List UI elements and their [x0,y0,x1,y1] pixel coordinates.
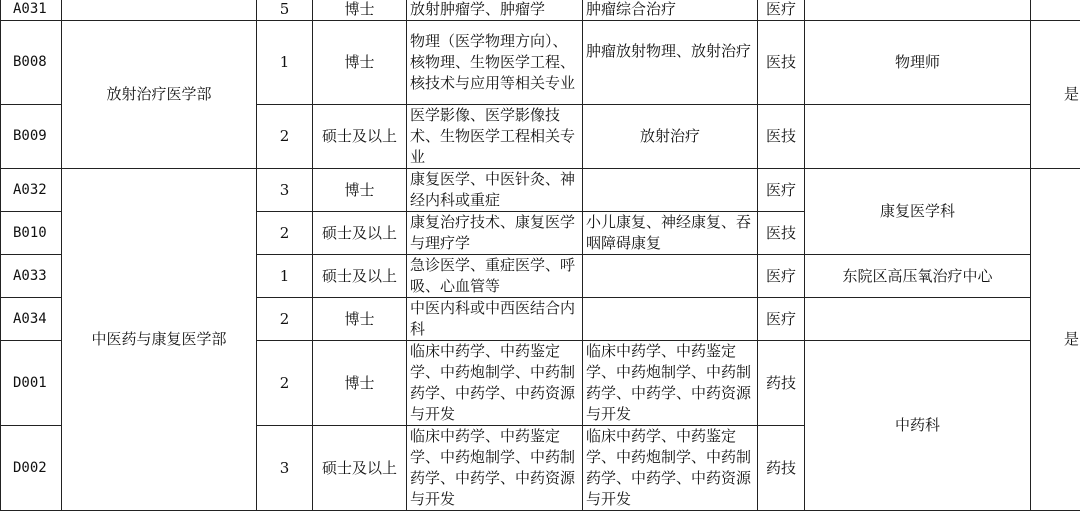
research-direction: 放射治疗 [583,105,758,169]
position-code: A031 [1,0,62,21]
degree: 博士 [313,341,407,426]
position-name: 物理师 [805,21,1031,105]
position-type: 医疗 [758,169,805,212]
research-direction: 临床中药学、中药鉴定学、中药炮制学、中药制药学、中药学、中药资源与开发 [583,426,758,511]
position-code: D002 [1,426,62,511]
department-name: 中医药与康复医学部 [62,169,257,511]
degree: 硕士及以上 [313,212,407,255]
headcount: 2 [257,105,313,169]
headcount: 3 [257,426,313,511]
position-name [805,298,1031,341]
position-type: 医技 [758,21,805,105]
headcount: 3 [257,169,313,212]
major: 康复医学、中医针灸、神经内科或重症 [407,169,583,212]
major: 医学影像、医学影像技术、生物医学工程相关专业 [407,105,583,169]
position-type: 药技 [758,426,805,511]
flag-cell [1031,0,1080,21]
major: 康复治疗技术、康复医学与理疗学 [407,212,583,255]
headcount: 2 [257,212,313,255]
department-cell [62,0,257,21]
position-type: 医技 [758,212,805,255]
research-direction [583,298,758,341]
position-code: D001 [1,341,62,426]
position-type: 医疗 [758,0,805,21]
research-direction: 肿瘤综合治疗 [583,0,758,21]
major: 急诊医学、重症医学、呼吸、心血管等 [407,255,583,298]
research-direction: 小儿康复、神经康复、吞咽障碍康复 [583,212,758,255]
degree: 硕士及以上 [313,255,407,298]
degree: 博士 [313,21,407,105]
department-name: 放射治疗医学部 [62,21,257,169]
research-direction: 肿瘤放射物理、放射治疗 [583,21,758,105]
major: 物理（医学物理方向）、核物理、生物医学工程、核技术与应用等相关专业 [407,21,583,105]
degree: 博士 [313,169,407,212]
position-type: 医疗 [758,255,805,298]
headcount: 1 [257,21,313,105]
major: 临床中药学、中药鉴定学、中药炮制学、中药制药学、中药学、中药资源与开发 [407,426,583,511]
position-name: 中药科 [805,341,1031,511]
position-name: 东院区高压氧治疗中心 [805,255,1031,298]
position-type: 医疗 [758,298,805,341]
major: 放射肿瘤学、肿瘤学 [407,0,583,21]
research-direction [583,169,758,212]
position-code: A033 [1,255,62,298]
position-code: B009 [1,105,62,169]
position-type: 医技 [758,105,805,169]
headcount: 2 [257,341,313,426]
requirement-flag: 是 [1031,21,1080,169]
headcount: 5 [257,0,313,21]
position-code: A034 [1,298,62,341]
research-direction: 临床中药学、中药鉴定学、中药炮制学、中药制药学、中药学、中药资源与开发 [583,341,758,426]
position-name [805,105,1031,169]
degree: 博士 [313,298,407,341]
requirement-flag: 是 [1031,169,1080,511]
major: 中医内科或中西医结合内科 [407,298,583,341]
headcount: 2 [257,298,313,341]
table-row [1,21,1080,105]
position-code: B008 [1,21,62,105]
research-direction [583,255,758,298]
table-row [1,0,1080,21]
position-code: B010 [1,212,62,255]
position-name [805,0,1031,21]
headcount: 1 [257,255,313,298]
degree: 博士 [313,0,407,21]
degree: 硕士及以上 [313,105,407,169]
position-name: 康复医学科 [805,169,1031,255]
position-code: A032 [1,169,62,212]
degree: 硕士及以上 [313,426,407,511]
table-row [1,169,1080,212]
position-type: 药技 [758,341,805,426]
major: 临床中药学、中药鉴定学、中药炮制学、中药制药学、中药学、中药资源与开发 [407,341,583,426]
